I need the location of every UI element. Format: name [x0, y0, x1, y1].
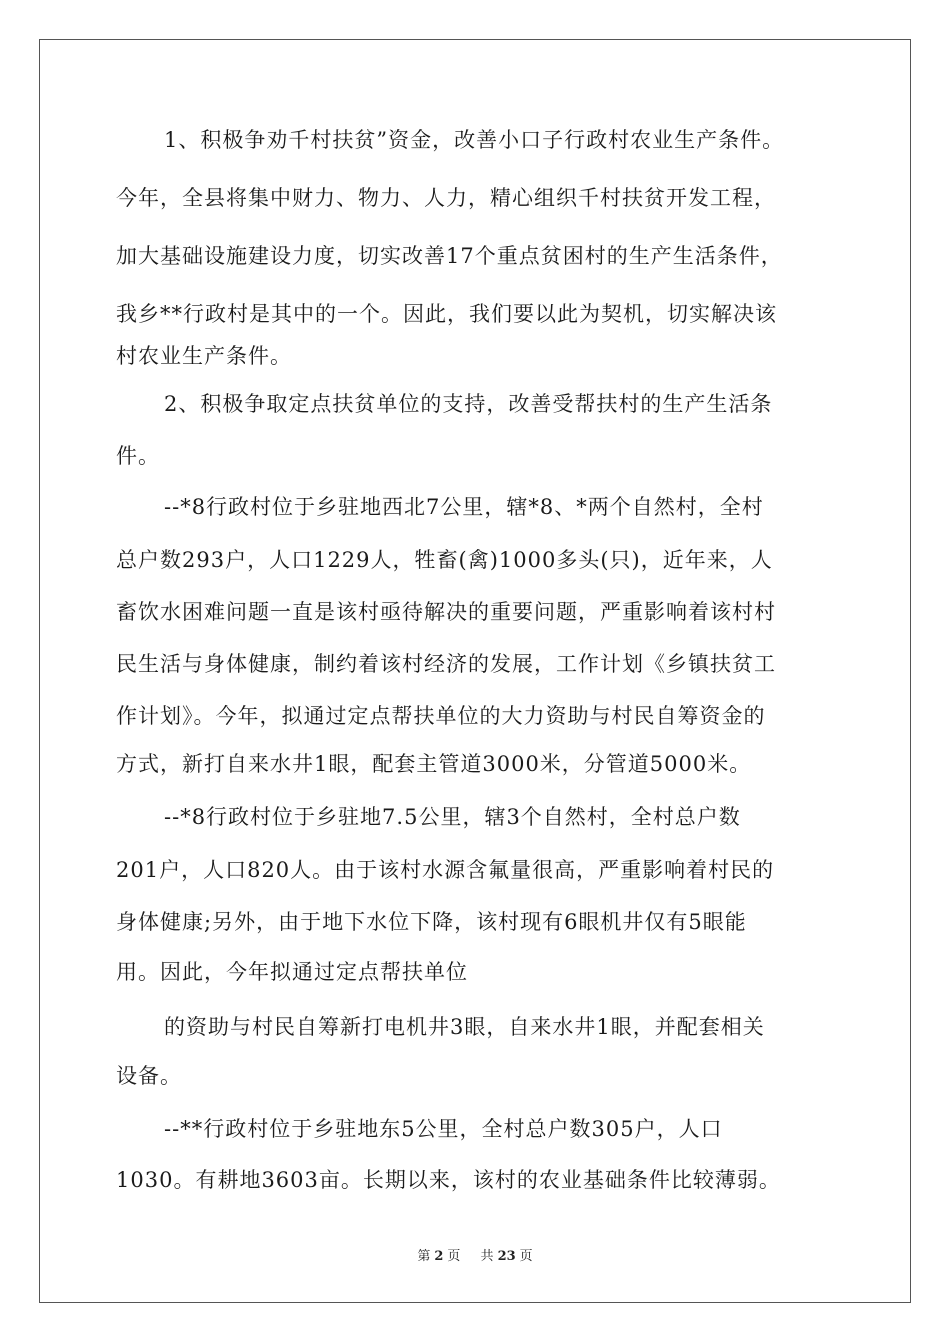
- text-line: 我乡**行政村是其中的一个。因此，我们要以此为契机，切实解决该: [116, 302, 777, 326]
- text-line: 畜饮水困难问题一直是该村亟待解决的重要问题，严重影响着该村村: [116, 600, 776, 624]
- text-line: 作计划》。今年，拟通过定点帮扶单位的大力资助与村民自筹资金的: [116, 704, 766, 728]
- page-current: 2: [434, 1249, 444, 1264]
- text-line: 今年，全县将集中财力、物力、人力，精心组织千村扶贫开发工程，: [116, 186, 776, 210]
- text-line: 民生活与身体健康，制约着该村经济的发展，工作计划《乡镇扶贫工: [116, 652, 776, 676]
- text-line: 设备。: [116, 1064, 182, 1088]
- total-prefix: 共: [480, 1249, 494, 1264]
- text-line: 201户，人口820人。由于该村水源含氟量很高，严重影响着村民的: [116, 858, 775, 882]
- page-number: [413, 1249, 464, 1264]
- text-line: 2、积极争取定点扶贫单位的支持，改善受帮扶村的生产生活条: [164, 392, 773, 416]
- text-line: 身体健康;另外，由于地下水位下降，该村现有6眼机井仅有5眼能: [116, 910, 747, 934]
- page-unit: 页: [447, 1249, 461, 1264]
- text-line: 村农业生产条件。: [116, 344, 292, 368]
- text-line: --*8行政村位于乡驻地7.5公里，辖3个自然村，全村总户数: [164, 805, 741, 829]
- text-line: 1030。有耕地3603亩。长期以来，该村的农业基础条件比较薄弱。: [116, 1168, 781, 1192]
- text-line: 的资助与村民自筹新打电机井3眼，自来水井1眼，并配套相关: [164, 1015, 765, 1039]
- text-line: 总户数293户，人口1229人，牲畜(禽)1000多头(只)，近年来，人: [116, 548, 773, 572]
- text-line: --**行政村位于乡驻地东5公里，全村总户数305户，人口: [164, 1117, 723, 1141]
- text-line: 加大基础设施建设力度，切实改善17个重点贫困村的生产生活条件，: [116, 244, 783, 268]
- text-line: 用。因此，今年拟通过定点帮扶单位: [116, 960, 468, 984]
- total-count: 23: [497, 1249, 516, 1264]
- page-total: [477, 1249, 537, 1264]
- text-line: 方式，新打自来水井1眼，配套主管道3000米，分管道5000米。: [116, 752, 752, 776]
- page-footer: [0, 1245, 950, 1264]
- text-line: 1、积极争劝千村扶贫”资金，改善小口子行政村农业生产条件。: [164, 128, 785, 152]
- page-prefix: 第: [417, 1249, 431, 1264]
- text-line: --*8行政村位于乡驻地西北7公里，辖*8、*两个自然村，全村: [164, 495, 764, 519]
- total-unit: 页: [519, 1249, 533, 1264]
- text-line: 件。: [116, 444, 160, 468]
